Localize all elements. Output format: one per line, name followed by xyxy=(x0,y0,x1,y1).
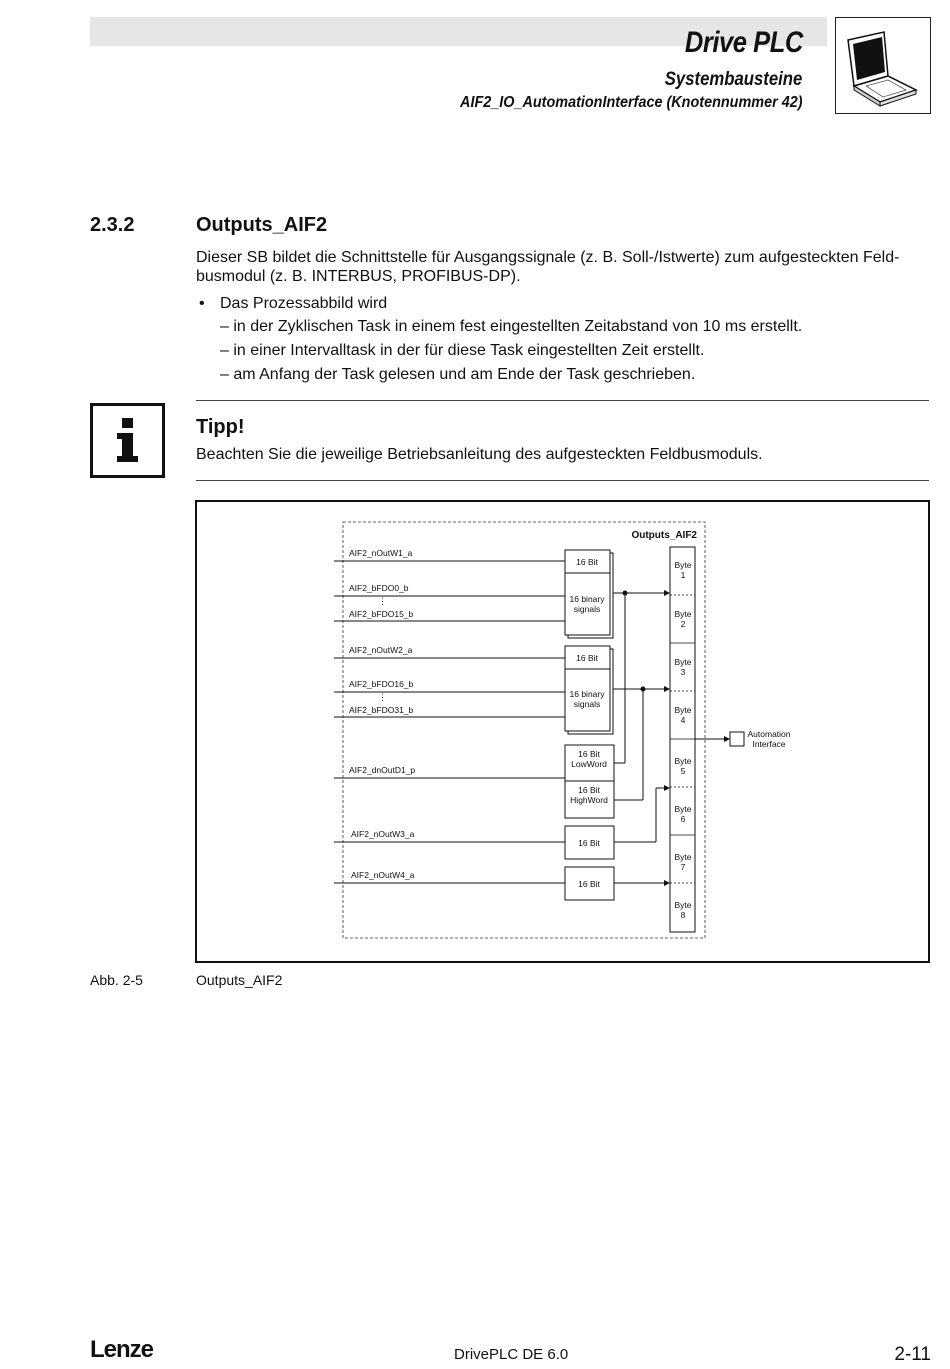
box-label: signals xyxy=(573,604,601,614)
dash-item: – in einer Intervalltask in der für diese Task eingestellten Zeit erstellt. xyxy=(220,342,705,359)
box-label: 16 binary xyxy=(569,689,605,699)
output-terminal xyxy=(730,732,744,746)
byte-label: Byte xyxy=(674,852,692,862)
byte-number: 6 xyxy=(680,814,686,824)
bullet-text: Das Prozessabbild wird xyxy=(220,295,388,312)
box-label: 16 Bit xyxy=(576,557,598,567)
figure-caption-number: Abb. 2-5 xyxy=(90,972,143,988)
input-label: AIF2_nOutW3_a xyxy=(351,829,415,839)
byte-number: 5 xyxy=(680,766,686,776)
paragraph-line: Dieser SB bildet die Schnittstelle für Ausgangssignale (z. B. Soll-/Istwerte) zum aufgesteckten Feld- xyxy=(196,249,900,266)
input-label: AIF2_bFDO31_b xyxy=(349,705,414,715)
dash-item: – am Anfang der Task gelesen und am Ende der Task geschrieben. xyxy=(220,366,696,383)
byte-label: Byte xyxy=(674,756,692,766)
input-label: AIF2_bFDO16_b xyxy=(349,679,414,689)
byte-number: 2 xyxy=(680,619,686,629)
dash-item: – in der Zyklischen Task in einem fest eingestellten Zeitabstand von 10 ms erstellt. xyxy=(220,318,803,335)
byte-label: Byte xyxy=(674,804,692,814)
footer-document: DrivePLC DE 6.0 xyxy=(454,1346,569,1363)
box-label: LowWord xyxy=(571,759,607,769)
box-label: 16 Bit xyxy=(576,653,598,663)
output-label: Automation xyxy=(747,729,791,739)
page-number: 2-11 xyxy=(894,1344,931,1365)
document-subtitle: Systembausteine xyxy=(664,69,802,90)
byte-label: Byte xyxy=(674,609,692,619)
document-title: Drive PLC xyxy=(684,26,803,59)
block-title: Outputs_AIF2 xyxy=(631,530,697,541)
ellipsis: ⋮ xyxy=(378,596,387,606)
byte-label: Byte xyxy=(674,657,692,667)
input-label: AIF2_bFDO15_b xyxy=(349,609,414,619)
figure-caption-text: Outputs_AIF2 xyxy=(196,972,283,988)
byte-number: 7 xyxy=(680,862,686,872)
byte-label: Byte xyxy=(674,900,692,910)
section-number: 2.3.2 xyxy=(90,214,135,236)
byte-number: 8 xyxy=(680,910,686,920)
input-label: AIF2_nOutW4_a xyxy=(351,870,415,880)
paragraph-line: busmodul (z. B. INTERBUS, PROFIBUS-DP). xyxy=(196,268,521,285)
input-label: AIF2_bFDO0_b xyxy=(349,583,409,593)
tip-title: Tipp! xyxy=(196,416,245,438)
box-label: 16 Bit xyxy=(578,785,600,795)
input-label: AIF2_nOutW2_a xyxy=(349,645,413,655)
box-label: 16 Bit xyxy=(578,879,600,889)
byte-number: 4 xyxy=(680,715,686,725)
box-label: HighWord xyxy=(570,795,608,805)
box-label: 16 Bit xyxy=(578,838,600,848)
input-label: AIF2_dnOutD1_p xyxy=(349,765,416,775)
box-label: 16 Bit xyxy=(578,749,600,759)
output-label: Interface xyxy=(752,739,786,749)
section-title: Outputs_AIF2 xyxy=(196,214,328,236)
bullet-icon: • xyxy=(199,295,205,312)
byte-column xyxy=(670,547,695,932)
byte-number: 1 xyxy=(680,570,686,580)
box-label: signals xyxy=(573,699,601,709)
tip-text: Beachten Sie die jeweilige Betriebsanleitung des aufgesteckten Feldbusmoduls. xyxy=(196,446,763,463)
byte-number: 3 xyxy=(680,667,686,677)
byte-label: Byte xyxy=(674,560,692,570)
box-label: 16 binary xyxy=(569,594,605,604)
byte-label: Byte xyxy=(674,705,692,715)
document-subtitle-detail: AIF2_IO_AutomationInterface (Knotennummer 42) xyxy=(459,94,802,111)
input-label: AIF2_nOutW1_a xyxy=(349,548,413,558)
ellipsis: ⋮ xyxy=(378,692,387,702)
brand-logo: Lenze xyxy=(90,1336,154,1363)
